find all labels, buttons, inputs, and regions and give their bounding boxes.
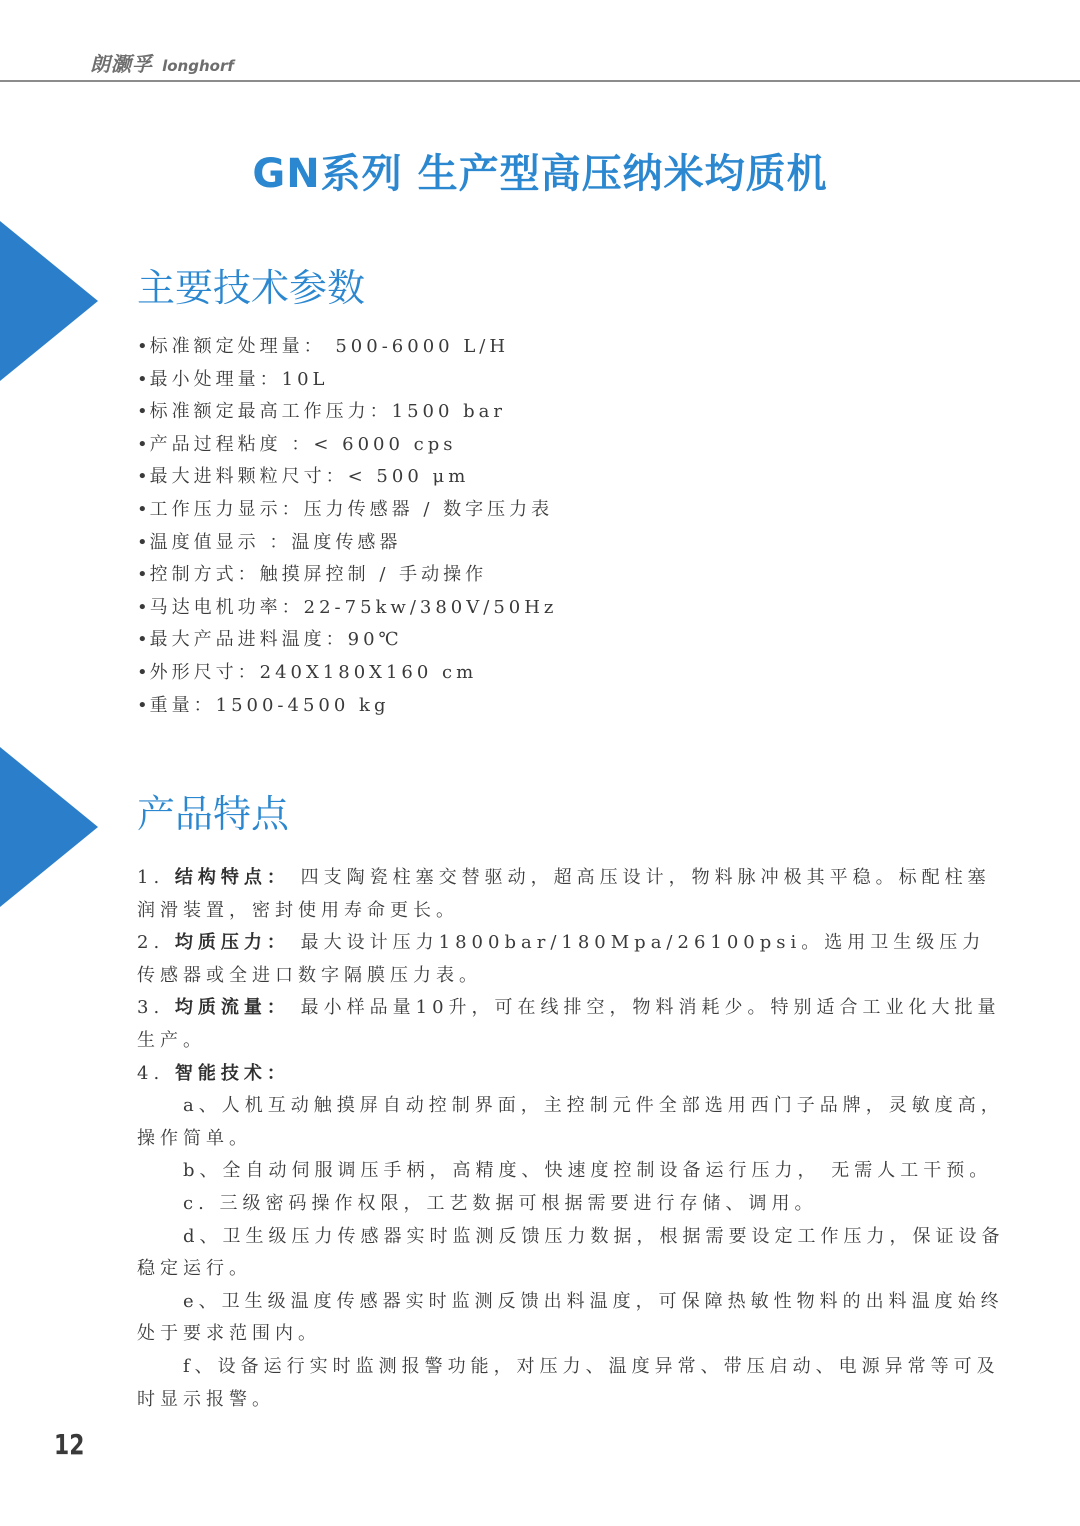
- feature-item: [137, 927, 1007, 992]
- spec-item: • 产品过程粘度 ：< 6000 cps: [137, 431, 997, 464]
- feature-item: [137, 1058, 1007, 1091]
- feature-text: 最小样品量10升，可在线排空，物料消耗少。特别适合工业化大批量生产。: [137, 997, 1001, 1051]
- feature-subitem: a、人机互动触摸屏自动控制界面，主控制元件全部选用西门子品牌，灵敏度高，操作简单。: [137, 1095, 1004, 1149]
- feature-number: 1.: [137, 867, 165, 888]
- page-number: 12: [54, 1428, 85, 1461]
- specs-list: [137, 333, 997, 724]
- spec-item: • 最大进料颗粒尺寸：< 500 μm: [137, 463, 997, 496]
- page-header: [0, 0, 1080, 82]
- feature-label: 均质压力：: [174, 932, 290, 954]
- feature-subitem: c. 三级密码操作权限，工艺数据可根据需要进行存储、调用。: [183, 1192, 818, 1214]
- feature-subitem: f、设备运行实时监测报警功能，对压力、温度异常、带压启动、电源异常等可及时显示报警。: [137, 1355, 1000, 1410]
- spec-item: • 马达电机功率：22-75kw/380V/50Hz: [137, 594, 997, 627]
- feature-label: 均质流量：: [174, 997, 290, 1019]
- spec-item: • 温度值显示 ：温度传感器: [137, 529, 997, 562]
- features-heading: 产品特点: [137, 792, 290, 836]
- brand-name-en: longhorf: [162, 57, 234, 75]
- brand-name-cn: 朗灏孚: [90, 52, 153, 76]
- spec-item: • 控制方式：触摸屏控制 / 手动操作: [137, 561, 997, 594]
- features-body: [137, 862, 1007, 1416]
- spec-item: • 工作压力显示：压力传感器 / 数字压力表: [137, 496, 997, 529]
- page-title: GN系列 生产型高压纳米均质机: [252, 151, 828, 197]
- feature-number: 2.: [137, 932, 165, 954]
- feature-text: 四支陶瓷柱塞交替驱动，超高压设计，物料脉冲极其平稳。标配柱塞润滑装置，密封使用寿命更长。: [137, 867, 991, 921]
- feature-text: 最大设计压力1800bar/180Mpa/26100psi。选用卫生级压力传感器或全进口数字隔膜压力表。: [137, 932, 986, 986]
- feature-number: 4.: [137, 1062, 165, 1084]
- feature-item: [137, 992, 1007, 1057]
- spec-item: • 标准额定处理量： 500-6000 L/H: [137, 333, 997, 366]
- feature-subitem: b、全自动伺服调压手柄，高精度、快速度控制设备运行压力， 无需人工干预。: [183, 1160, 993, 1182]
- section-marker-triangle-icon: [0, 221, 98, 381]
- spec-item: • 重量：1500-4500 kg: [137, 692, 997, 725]
- feature-subitem: e、卫生级温度传感器实时监测反馈出料温度，可保障热敏性物料的出料温度始终处于要求范围内。: [137, 1290, 1004, 1345]
- spec-item: • 外形尺寸：240X180X160 cm: [137, 659, 997, 692]
- spec-item: • 最小处理量：10L: [137, 366, 997, 399]
- spec-item: • 最大产品进料温度：90℃: [137, 626, 997, 659]
- specs-heading: 主要技术参数: [137, 266, 366, 310]
- spec-item: • 标准额定最高工作压力：1500 bar: [137, 398, 997, 431]
- feature-number: 3.: [137, 997, 165, 1019]
- brand-logo: [90, 48, 234, 77]
- feature-subitem: d、卫生级压力传感器实时监测反馈压力数据，根据需要设定工作压力，保证设备稳定运行。: [137, 1225, 1005, 1280]
- feature-label: 智能技术：: [174, 1062, 290, 1084]
- feature-item: [137, 862, 1007, 927]
- section-marker-triangle-icon: [0, 747, 98, 907]
- feature-label: 结构特点：: [174, 867, 290, 888]
